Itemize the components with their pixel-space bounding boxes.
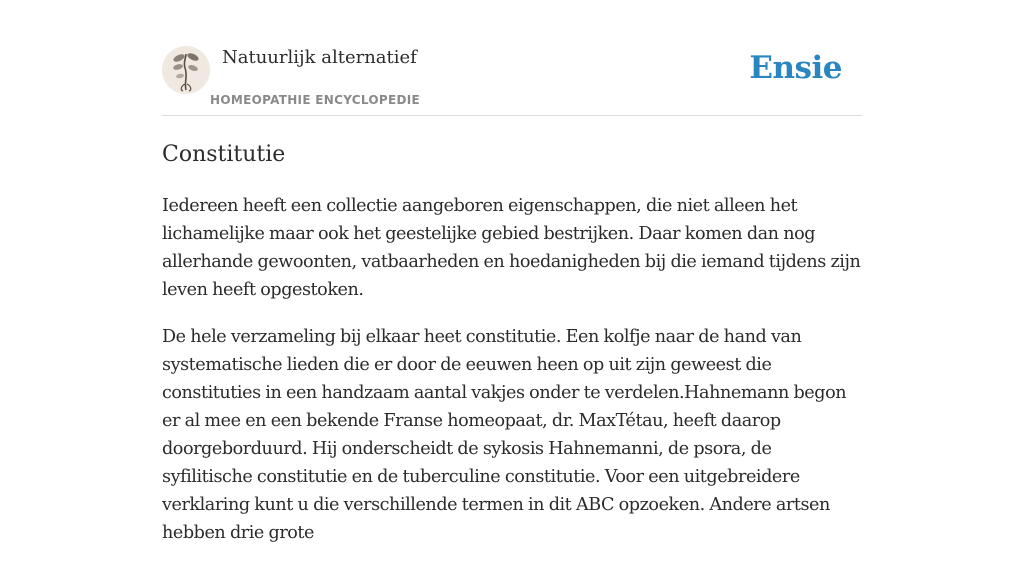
page-container xyxy=(162,0,862,543)
article-paragraph: Iedereen heeft een collectie aangeboren eigenschappen, die niet alleen het lichamelijke maar ook het geestelijke gebied bestrijken. Daar komen dan nog allerhande gewoonten, vatbaarheden en hoedanigheden bij die iemand tijdens zijn leven heeft opgestoken. xyxy=(162,196,861,300)
site-subtitle: HOMEOPATHIE ENCYCLOPEDIE xyxy=(210,93,421,107)
plant-icon[interactable] xyxy=(162,46,210,94)
article-paragraph: De hele verzameling bij elkaar heet constitutie. Een kolfje naar de hand van systematische lieden die er door de eeuwen heen op uit zijn geweest die constituties in een handzaam aantal vakjes onder te verdelen.Hahnemann begon er al mee en een bekende Franse homeopaat, dr. MaxTétau, heeft daarop doorgeborduurd. Hij onderscheidt de sykosis Hahnemanni, de psora, de syfilitische constitutie en de tuberculine constitutie. Voor een uitgebreidere verklaring kunt u die verschillende termen in dit ABC opzoeken. Andere artsen hebben drie grote xyxy=(162,327,847,543)
site-header xyxy=(162,0,862,116)
site-title[interactable]: Natuurlijk alternatief xyxy=(222,47,417,68)
page-title: Constitutie xyxy=(162,142,286,167)
article-body xyxy=(162,192,862,566)
brand-logo[interactable]: Ensie xyxy=(749,50,842,86)
